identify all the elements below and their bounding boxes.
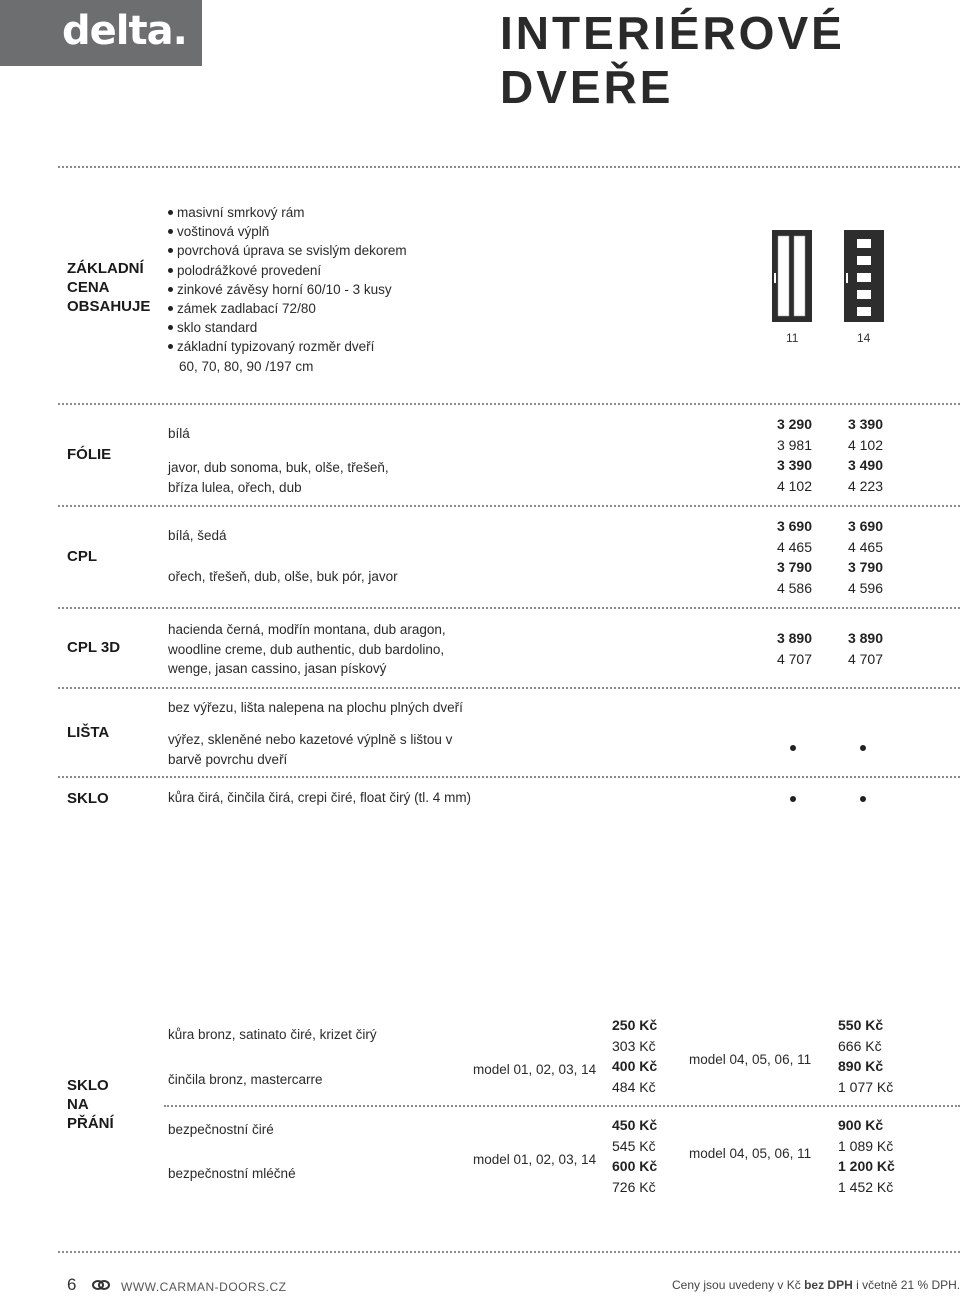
price-excl-vat: 1 200 Kč [838,1158,895,1174]
model-group: model 01, 02, 03, 14 [473,1152,597,1167]
availability-dot [860,796,866,802]
website-link[interactable]: WWW.CARMAN-DOORS.CZ [121,1280,287,1294]
glass-on-request-label [67,1076,114,1133]
price-incl-vat: 1 452 Kč [838,1178,894,1195]
text-line: výřez, skleněné nebo kazetové výplně s lištou v [168,732,453,747]
cpl3d-label: CPL 3D [67,639,121,656]
divider [58,687,960,689]
cpl-decors: ořech, třešeň, dub, olše, buk pór, javor [168,569,398,584]
sklo-text: kůra čirá, činčila čirá, crepi čiré, float čirý (tl. 4 mm) [168,790,472,805]
divider [58,505,960,507]
price-excl-vat: 550 Kč [838,1017,884,1033]
glass-prices-a [612,1015,657,1097]
price-excl-vat: 3 890 [776,630,812,646]
list-item: voštinová výplň [168,222,407,241]
list-item: 60, 70, 80, 90 /197 cm [179,358,314,374]
price-column-11 [752,414,812,496]
price-excl-vat: 3 790 [847,559,883,575]
model-group: model 04, 05, 06, 11 [689,1146,812,1161]
price-incl-vat: 4 465 [776,538,812,555]
price-incl-vat: 1 077 Kč [838,1078,894,1095]
price-incl-vat: 4 707 [776,650,812,667]
label-line: ZÁKLADNÍ [67,260,144,277]
price-incl-vat: 4 596 [847,579,883,596]
availability-dot [790,745,796,751]
door-model-14-image [844,230,884,322]
brand-logo [0,0,202,66]
price-excl-vat: 600 Kč [612,1158,658,1174]
vat-note-bold: bez DPH [804,1278,853,1292]
text-line: woodline creme, dub authentic, dub bardolino, [168,641,445,657]
price-column-11 [752,628,812,669]
price-incl-vat: 4 707 [847,650,883,667]
cpl3d-decors [168,620,446,679]
price-incl-vat: 1 089 Kč [838,1137,894,1154]
label-line: PŘÁNÍ [67,1115,114,1132]
lista-option-2 [168,730,452,769]
text-line: wenge, jasan cassino, jasan pískový [168,661,387,676]
price-excl-vat: 3 490 [847,457,883,473]
glass-item: bezpečnostní mléčné [168,1166,296,1181]
divider [58,403,960,405]
price-column-14 [823,414,883,496]
list-item: masivní smrkový rám [168,203,407,222]
vat-note [672,1278,960,1292]
list-item: sklo standard [168,318,407,337]
label-line: SKLO [67,1077,109,1094]
divider [58,776,960,778]
list-item: zinkové závěsy horní 60/10 - 3 kusy [168,280,407,299]
list-item: polodrážkové provedení [168,261,407,280]
availability-dot [790,796,796,802]
price-excl-vat: 3 390 [776,457,812,473]
logo-text: delta. [62,8,187,54]
price-incl-vat: 666 Kč [838,1037,882,1054]
divider [58,166,960,168]
cpl-colors: bílá, šedá [168,528,227,543]
glass-prices-a [612,1115,657,1197]
vat-note-text: Ceny jsou uvedeny v Kč [672,1278,805,1292]
lista-option-1: bez výřezu, lišta nalepena na plochu plných dveří [168,700,463,715]
price-column-14 [823,516,883,598]
vat-note-text: i včetně 21 % DPH. [852,1278,960,1292]
price-incl-vat: 303 Kč [612,1037,656,1054]
text-line: bříza lulea, ořech, dub [168,479,302,495]
price-excl-vat: 900 Kč [838,1117,884,1133]
price-excl-vat: 3 690 [776,518,812,534]
folie-label: FÓLIE [67,446,112,463]
availability-dot [860,745,866,751]
cpl-label: CPL [67,548,97,565]
price-excl-vat: 3 690 [847,518,883,534]
feature-list [168,203,407,376]
price-incl-vat: 484 Kč [612,1078,656,1095]
label-line: NA [67,1096,89,1113]
glass-item: bezpečnostní čiré [168,1122,274,1137]
price-incl-vat: 726 Kč [612,1178,656,1195]
glass-prices-b [838,1015,893,1097]
basic-price-label [67,259,150,316]
model-group: model 04, 05, 06, 11 [689,1052,812,1067]
label-line: OBSAHUJE [67,298,151,315]
text-line: javor, dub sonoma, buk, olše, třešeň, [168,460,389,475]
glass-prices-b [838,1115,895,1197]
model-group: model 01, 02, 03, 14 [473,1062,597,1077]
page-number: 6 [67,1275,77,1294]
price-excl-vat: 250 Kč [612,1017,658,1033]
model-number: 11 [786,331,799,345]
price-excl-vat: 3 290 [776,416,812,432]
price-column-11 [752,516,812,598]
glass-item: kůra bronz, satinato čiré, krizet čirý [168,1027,377,1042]
label-line: CENA [67,279,110,296]
price-incl-vat: 4 465 [847,538,883,555]
sklo-label: SKLO [67,790,109,807]
price-excl-vat: 3 790 [776,559,812,575]
carman-logo-icon [92,1278,110,1292]
folie-white: bílá [168,426,190,441]
list-item: povrchová úprava se svislým dekorem [168,241,407,260]
price-incl-vat: 545 Kč [612,1137,656,1154]
divider [58,607,960,609]
page-title: INTERIÉROVÉ DVEŘE [500,7,845,113]
divider [58,1251,960,1253]
price-incl-vat: 4 102 [847,436,883,453]
lista-label: LIŠTA [67,724,110,741]
price-column-14 [823,628,883,669]
list-item: zámek zadlabací 72/80 [168,299,407,318]
price-excl-vat: 400 Kč [612,1058,658,1074]
model-number: 14 [857,331,871,345]
price-incl-vat: 3 981 [776,436,812,453]
price-incl-vat: 4 223 [847,477,883,494]
text-line: barvě povrchu dveří [168,751,288,767]
folie-decors [168,458,389,497]
text-line: hacienda černá, modřín montana, dub aragon, [168,622,446,637]
divider [164,1105,960,1107]
price-excl-vat: 890 Kč [838,1058,884,1074]
glass-item: činčila bronz, mastercarre [168,1072,323,1087]
price-excl-vat: 450 Kč [612,1117,658,1133]
price-incl-vat: 4 586 [776,579,812,596]
price-excl-vat: 3 390 [847,416,883,432]
price-excl-vat: 3 890 [847,630,883,646]
price-incl-vat: 4 102 [776,477,812,494]
door-model-11-image [772,230,812,322]
list-item: základní typizovaný rozměr dveří [168,337,407,356]
